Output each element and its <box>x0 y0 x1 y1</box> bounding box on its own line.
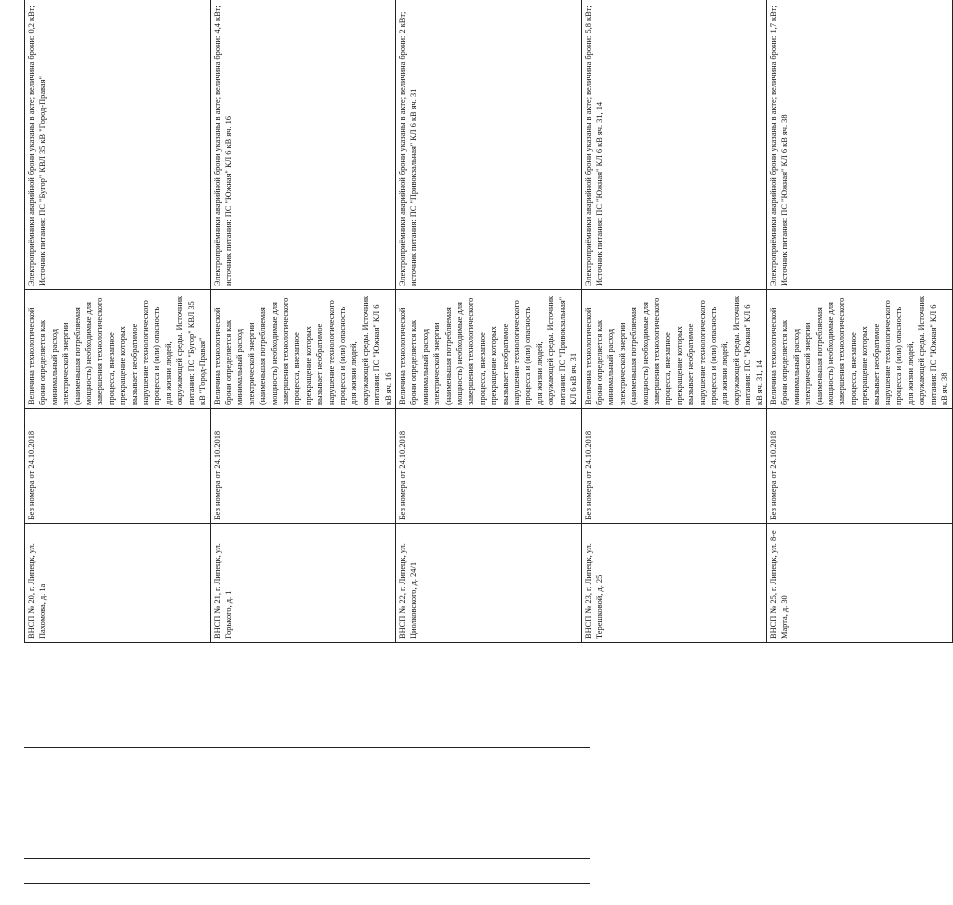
emergency-reserve-cell: Электроприёмники аварийной брони указаны в акте; величина брони: 1,7 кВт; Источник питания: ПС "Южная" КЛ 6 кВ яч. 38 <box>767 0 953 290</box>
technological-reserve-cell: Величина технологической брони определяется как минимальный расход электрической энергии (наименьшая потребляемая мощность) необходимые для завершения технологического процесса, внезапное прекращение которых вызывает необратимое нарушение технологического процесса и (или) опасность для жизни людей, окружающей среды. Источник питания: ПС "Южная" КЛ 6 кВ яч. 31, 14 <box>581 290 767 409</box>
horizontal-rule <box>24 747 590 748</box>
table-row <box>581 0 767 643</box>
act-reference-cell: Без номера от 24.10.2018 <box>25 409 211 524</box>
table-row <box>396 0 582 643</box>
object-cell: ВНСП № 23, г. Липецк, ул. Терешковой, д. 25 <box>581 524 767 643</box>
act-reference-cell: Без номера от 24.10.2018 <box>210 409 396 524</box>
act-reference-cell: Без номера от 24.10.2018 <box>581 409 767 524</box>
emergency-reserve-cell: Электроприёмники аварийной брони указаны в акте; величина брони: 5,8 кВт; Источник питания: ПС "Южная" КЛ 6 кВ яч. 31, 14 <box>581 0 767 290</box>
table-row <box>25 0 211 643</box>
horizontal-rule <box>24 883 590 884</box>
horizontal-rule <box>24 858 590 859</box>
object-cell: ВНСП № 21, г. Липецк, ул. Горького, д. 1 <box>210 524 396 643</box>
object-cell: ВНСП № 22, г. Липецк, ул. Циолковского, д. 24/1 <box>396 524 582 643</box>
emergency-reserve-cell: Электроприёмники аварийной брони указаны в акте; величина брони: 2 кВт; источник питания: ПС "Привокзальная" КЛ 6 кВ яч. 31 <box>396 0 582 290</box>
technological-reserve-cell: Величина технологической брони определяется как минимальный расход электрической энергии (наименьшая потребляемая мощность) необходимые для завершения технологического процесса, внезапное прекращение которых вызывает необратимое нарушение технологического процесса и (или) опасность для жизни людей, окружающей среды. Источник питания: ПС "Привокзальная" КЛ 6 кВ яч. 31 <box>396 290 582 409</box>
technological-reserve-cell: Величина технологической брони определяется как минимальный расход электрической энергии (наименьшая потребляемая мощность) необходимые для завершения технологического процесса, внезапное прекращение которых вызывает необратимое нарушение технологического процесса и (или) опасность для жизни людей, окружающей среды. Источник питания: ПС "Южная" КЛ 6 кВ яч. 16 <box>210 290 396 409</box>
power-reserve-table <box>24 0 953 643</box>
rotated-table-container <box>24 5 950 643</box>
object-cell: ВНСП № 20, г. Липецк, ул. Пахомова, д. 1а <box>25 524 211 643</box>
object-cell: ВНСП № 25, г. Липецк, ул. 8-е Марта, д. 30 <box>767 524 953 643</box>
emergency-reserve-cell: Электроприёмники аварийной брони указаны в акте; величина брони: 0,2 кВт; Источник питания: ПС "Бугор" КВЛ 35 кВ "Город-Правая" <box>25 0 211 290</box>
technological-reserve-cell: Величина технологической брони определяется как минимальный расход электрической энергии (наименьшая потребляемая мощность) необходимые для завершения технологического процесса, внезапное прекращение которых вызывает необратимое нарушение технологического процесса и (или) опасность для жизни людей, окружающей среды. Источник питания: ПС "Южная" КЛ 6 кВ яч. 38 <box>767 290 953 409</box>
act-reference-cell: Без номера от 24.10.2018 <box>396 409 582 524</box>
act-reference-cell: Без номера от 24.10.2018 <box>767 409 953 524</box>
emergency-reserve-cell: Электроприёмники аварийной брони указаны в акте; величина брони: 4,4 кВт; источник питания: ПС "Южная" КЛ 6 кВ яч. 16 <box>210 0 396 290</box>
table-row <box>210 0 396 643</box>
technological-reserve-cell: Величина технологической брони определяется как минимальный расход электрической энергии (наименьшая потребляемая мощность) необходимые для завершения технологического процесса, внезапное прекращение которых вызывает необратимое нарушение технологического процесса и (или) опасность для жизни людей, окружающей среды. Источник питания: ПС "Бугор" КВЛ 35 кВ "Город-Правая" <box>25 290 211 409</box>
table-row <box>767 0 953 643</box>
table-body <box>25 0 953 643</box>
